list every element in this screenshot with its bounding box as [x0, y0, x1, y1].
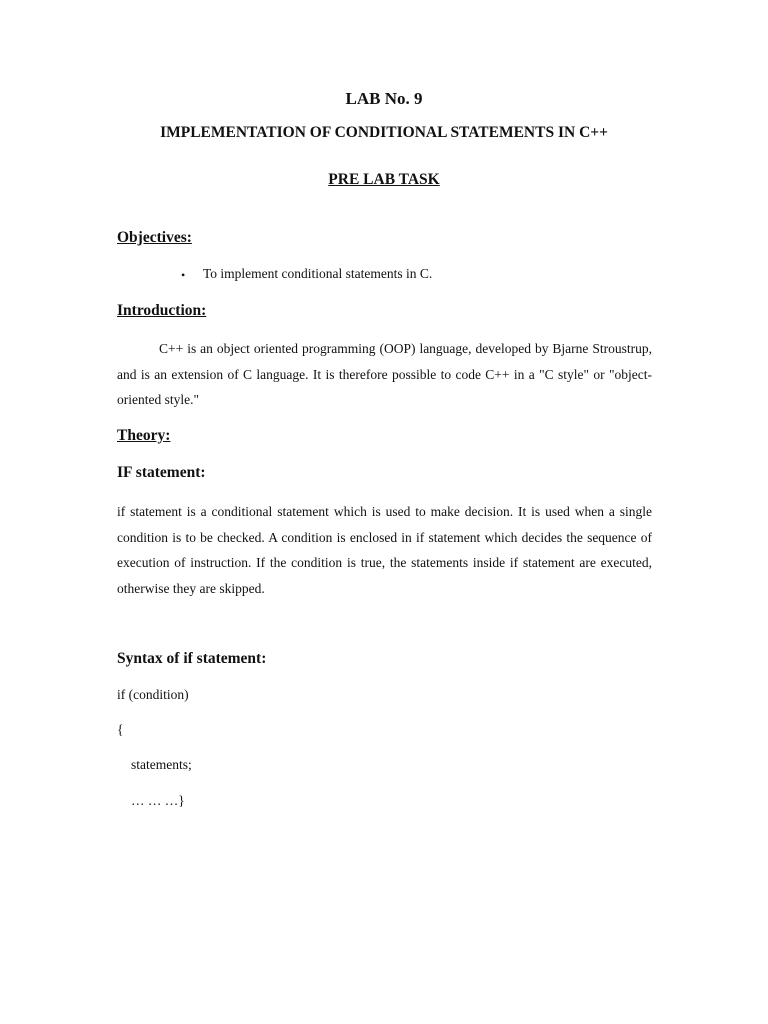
introduction-heading: Introduction: — [117, 302, 207, 319]
if-statement-heading: IF statement: — [117, 464, 206, 481]
syntax-line-statements: statements; — [131, 757, 192, 772]
theory-heading: Theory: — [117, 427, 171, 444]
objective-text: To implement conditional statements in C. — [203, 266, 433, 281]
objectives-list-item — [181, 266, 433, 284]
syntax-line-if: if (condition) — [117, 687, 189, 702]
document-title: IMPLEMENTATION OF CONDITIONAL STATEMENTS IN C++ — [160, 124, 608, 141]
syntax-line-ellipsis-close: … … …} — [131, 793, 185, 808]
syntax-heading: Syntax of if statement: — [117, 650, 267, 667]
objectives-heading: Objectives: — [117, 229, 192, 246]
if-statement-paragraph: if statement is a conditional statement which is used to make decision. It is used when a single condition is to be checked. A condition is enclosed in if statement which decides the sequence of execution of instruction. If the condition is true, the statements inside if statement are executed, otherwise they are skipped. — [117, 504, 652, 596]
syntax-line-open-brace: { — [117, 722, 124, 737]
bullet-icon: • — [181, 268, 186, 282]
lab-title: LAB No. 9 — [345, 89, 423, 108]
introduction-paragraph: C++ is an object oriented programming (OOP) language, developed by Bjarne Stroustrup, and is an extension of C language. It is therefore possible to code C++ in a "C style" or "object-oriented style." — [117, 341, 652, 407]
pre-lab-heading: PRE LAB TASK — [328, 171, 440, 188]
